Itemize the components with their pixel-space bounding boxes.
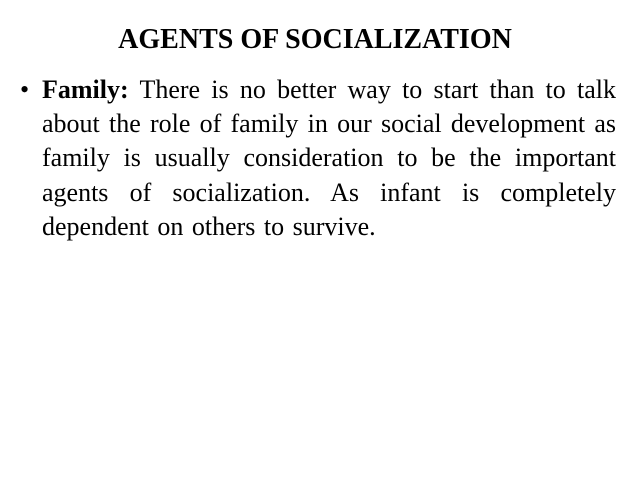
bullet-dot-icon: • (20, 75, 30, 104)
bullet-item (20, 73, 616, 244)
bullet-paragraph (42, 73, 616, 244)
bullet-body: There is no better way to start than to talk about the role of family in our social development as family is usually consideration to be the important agents of socialization. As infant is completely dependent on others to survive. (42, 75, 617, 241)
bullet-heading: Family: (42, 75, 129, 104)
slide-title: AGENTS OF SOCIALIZATION (118, 24, 512, 55)
